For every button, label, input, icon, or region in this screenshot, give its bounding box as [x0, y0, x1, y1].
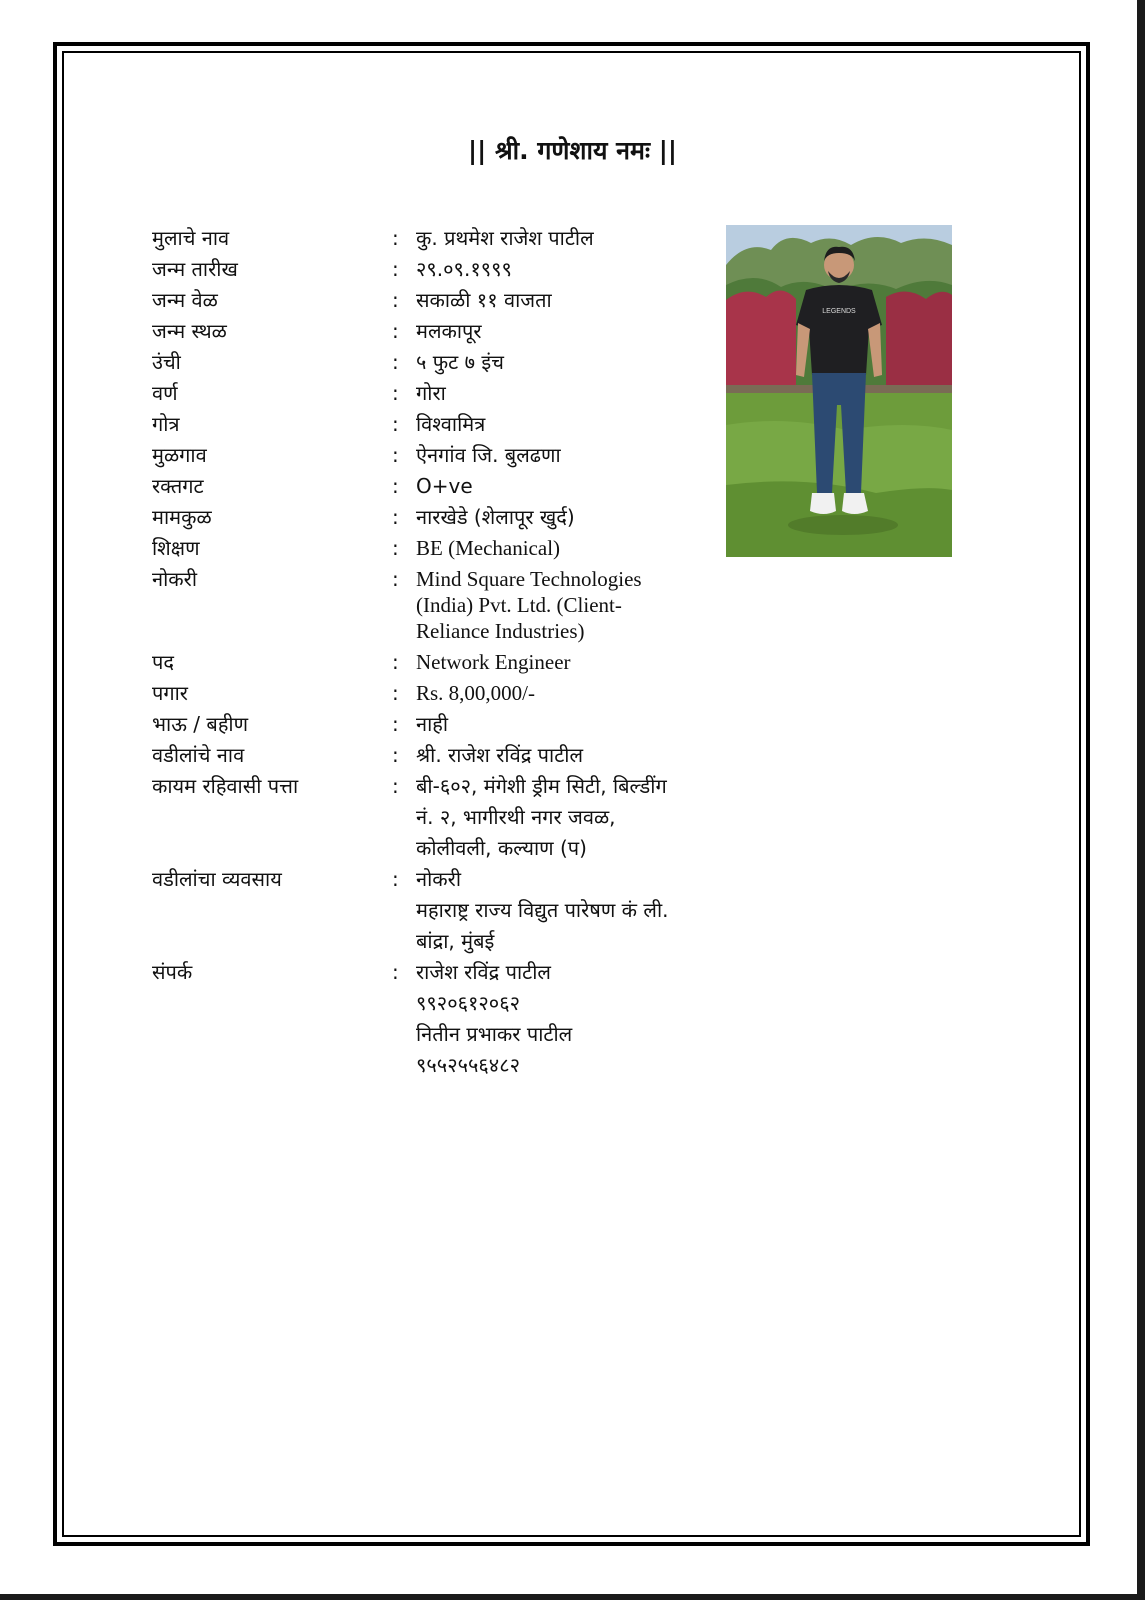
page-edge-bottom: [0, 1594, 1145, 1600]
label-birth-place: जन्म स्थळ: [152, 319, 227, 343]
job-line: Reliance Industries): [416, 619, 585, 643]
label-contact: संपर्क: [152, 960, 193, 984]
colon: :: [392, 350, 399, 374]
row-education: [152, 533, 712, 564]
value-post: Network Engineer: [416, 650, 571, 674]
colon: :: [392, 536, 399, 560]
value-mamkul: नारखेडे (शेलापूर खुर्द): [416, 505, 575, 529]
page-edge-right: [1137, 0, 1145, 1600]
label-job: नोकरी: [152, 567, 197, 591]
label-blood: रक्तगट: [152, 474, 204, 498]
colon: :: [392, 257, 399, 281]
label-name: मुलाचे नाव: [152, 226, 230, 250]
row-dob: [152, 254, 712, 285]
job-line: (India) Pvt. Ltd. (Client-: [416, 593, 622, 617]
label-birth-time: जन्म वेळ: [152, 288, 218, 312]
colon: :: [392, 381, 399, 405]
contact-line: ९५५२५५६४८२: [416, 1053, 520, 1077]
row-siblings: [152, 709, 712, 740]
label-father-job: वडीलांचा व्यवसाय: [152, 867, 282, 891]
label-dob: जन्म तारीख: [152, 257, 238, 281]
value-blood: O+ve: [416, 474, 473, 498]
row-native: [152, 440, 712, 471]
value-complexion: गोरा: [416, 381, 446, 405]
colon: :: [392, 681, 399, 705]
colon: :: [392, 412, 399, 436]
label-education: शिक्षण: [152, 536, 200, 560]
contact-line: राजेश रविंद्र पाटील: [416, 960, 551, 984]
value-education: BE (Mechanical): [416, 536, 561, 560]
value-salary: Rs. 8,00,000/-: [416, 681, 536, 705]
person-photo: [726, 225, 952, 557]
colon: :: [392, 505, 399, 529]
row-father: [152, 740, 712, 771]
value-birth-time: सकाळी ११ वाजता: [416, 288, 552, 312]
colon: :: [392, 474, 399, 498]
label-address: कायम रहिवासी पत्ता: [152, 774, 299, 798]
colon: :: [392, 960, 399, 984]
label-mamkul: मामकुळ: [152, 505, 212, 529]
label-salary: पगार: [152, 681, 188, 705]
invocation-heading: || श्री. गणेशाय नमः ||: [467, 136, 677, 165]
value-father-job: [416, 864, 706, 957]
job-line: Mind Square Technologies: [416, 567, 642, 591]
contact-line: ९९२०६१२०६२: [416, 991, 520, 1015]
person-photo-icon: [726, 225, 952, 557]
father-job-line: नोकरी: [416, 867, 461, 891]
label-siblings: भाऊ / बहीण: [152, 712, 249, 736]
value-contact: [416, 957, 706, 1081]
row-gotra: [152, 409, 712, 440]
address-line: बी-६०२, मंगेशी ड्रीम सिटी, बिल्डींग: [416, 774, 667, 798]
value-name: कु. प्रथमेश राजेश पाटील: [416, 226, 594, 250]
row-post: [152, 647, 712, 678]
value-height: ५ फुट ७ इंच: [416, 350, 504, 374]
value-address: [416, 771, 706, 864]
colon: :: [392, 774, 399, 798]
label-native: मुळगाव: [152, 443, 207, 467]
value-gotra: विश्वामित्र: [416, 412, 486, 436]
row-blood: [152, 471, 712, 502]
contact-line: नितीन प्रभाकर पाटील: [416, 1022, 573, 1046]
colon: :: [392, 867, 399, 891]
colon: :: [392, 743, 399, 767]
row-height: [152, 347, 712, 378]
row-contact: [152, 957, 712, 1081]
value-job: [416, 566, 706, 644]
shirt-text: LEGENDS: [822, 308, 856, 315]
father-job-line: महाराष्ट्र राज्य विद्युत पारेषण कं ली.: [416, 898, 669, 922]
label-complexion: वर्ण: [152, 381, 178, 405]
colon: :: [392, 443, 399, 467]
row-birth-time: [152, 285, 712, 316]
colon: :: [392, 712, 399, 736]
colon: :: [392, 319, 399, 343]
row-job: [152, 564, 712, 647]
colon: :: [392, 650, 399, 674]
label-gotra: गोत्र: [152, 412, 180, 436]
row-name: [152, 223, 712, 254]
row-father-job: [152, 864, 712, 957]
value-dob: २९.०९.१९९९: [416, 257, 512, 281]
value-birth-place: मलकापूर: [416, 319, 482, 343]
father-job-line: बांद्रा, मुंबई: [416, 929, 495, 953]
row-salary: [152, 678, 712, 709]
row-mamkul: [152, 502, 712, 533]
biodata-details: [152, 223, 712, 1081]
row-birth-place: [152, 316, 712, 347]
colon: :: [392, 567, 399, 591]
colon: :: [392, 288, 399, 312]
address-line: नं. २, भागीरथी नगर जवळ,: [416, 805, 616, 829]
address-line: कोलीवली, कल्याण (प): [416, 836, 587, 860]
label-height: उंची: [152, 350, 181, 374]
label-father: वडीलांचे नाव: [152, 743, 245, 767]
colon: :: [392, 226, 399, 250]
label-post: पद: [152, 650, 174, 674]
value-siblings: नाही: [416, 712, 449, 736]
value-father: श्री. राजेश रविंद्र पाटील: [416, 743, 584, 767]
row-complexion: [152, 378, 712, 409]
row-address: [152, 771, 712, 864]
value-native: ऐनगांव जि. बुलढणा: [416, 443, 561, 467]
